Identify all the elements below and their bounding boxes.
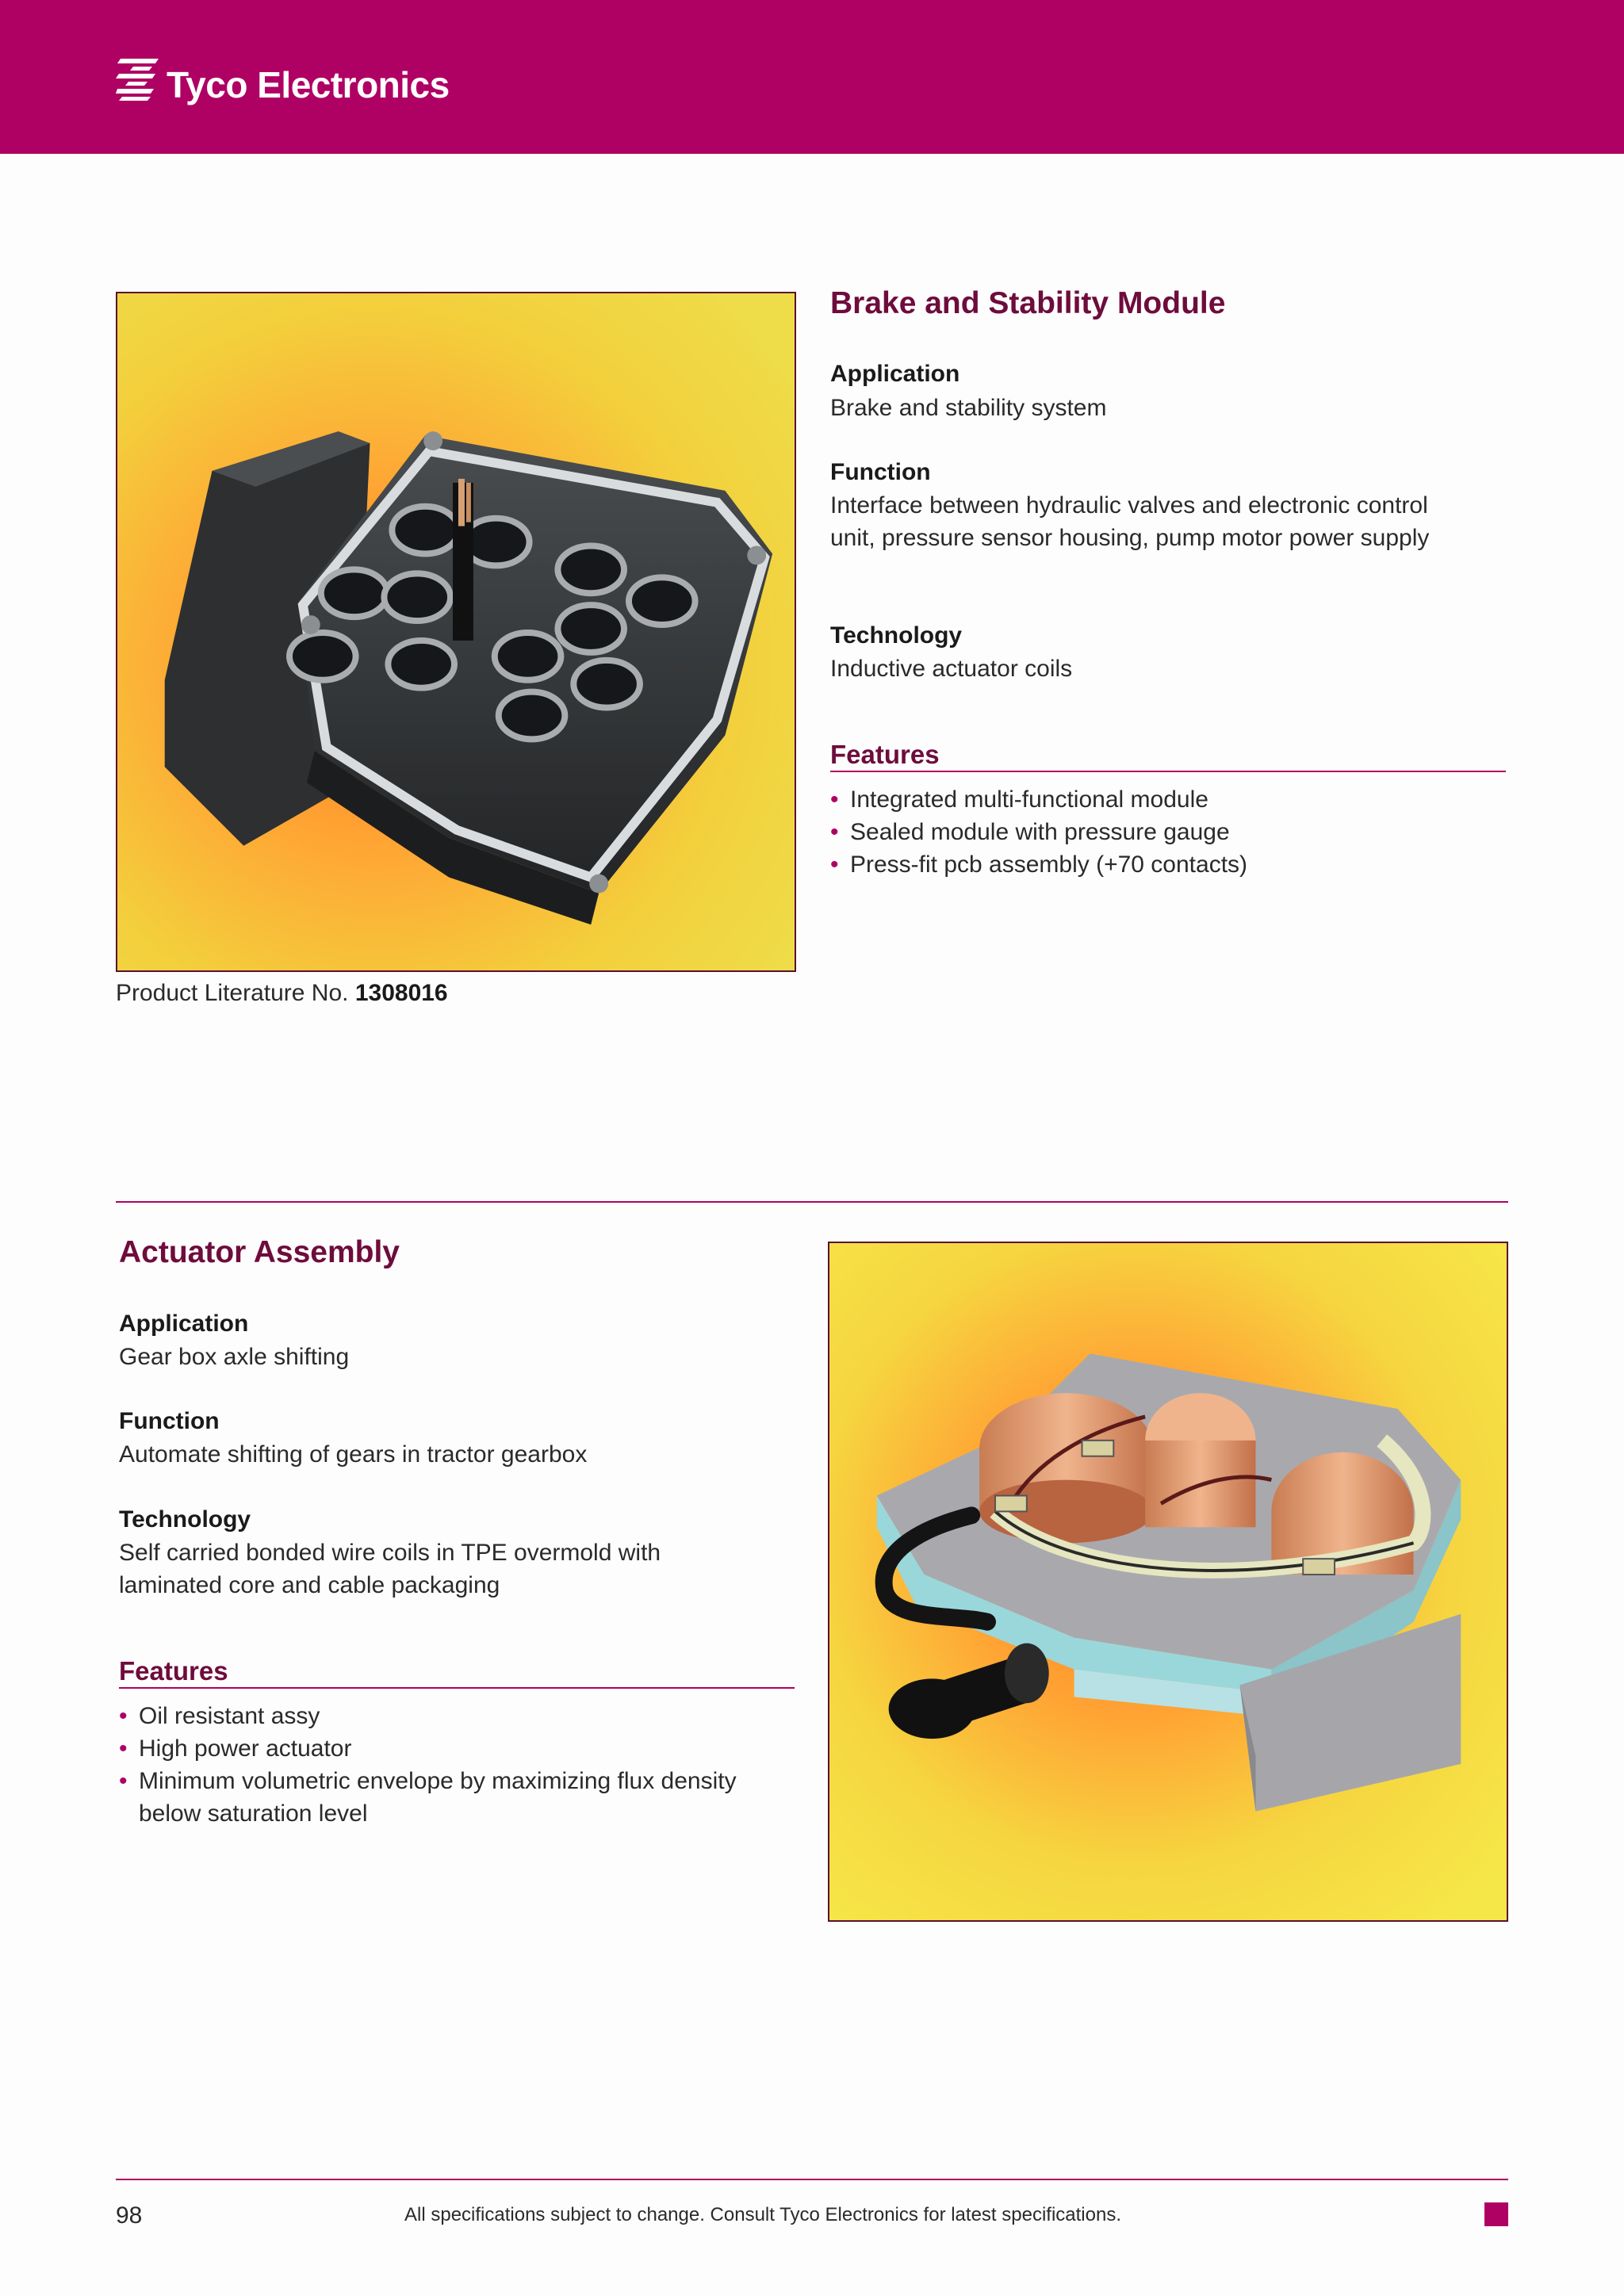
section2-function-text: Automate shifting of gears in tractor gearbox xyxy=(119,1441,588,1468)
section2-application-text: Gear box axle shifting xyxy=(119,1344,350,1370)
list-item: • Press-fit pcb assembly (+70 contacts) xyxy=(830,848,1506,881)
actuator-assembly-photo xyxy=(828,1242,1508,1922)
list-item: • Integrated multi-functional module xyxy=(830,783,1506,816)
brake-module-photo xyxy=(116,292,796,972)
section1-application-text: Brake and stability system xyxy=(830,395,1107,421)
section2-function-label: Function xyxy=(119,1408,220,1434)
section1-function-text: Interface between hydraulic valves and electronic control unit, pressure sensor housing, pump motor power supply xyxy=(830,492,1430,551)
footer-square-icon xyxy=(1484,2202,1508,2226)
section2-title: Actuator Assembly xyxy=(119,1235,400,1269)
list-item: • Minimum volumetric envelope by maximizing flux density below saturation level xyxy=(119,1765,777,1830)
section2-technology-text: Self carried bonded wire coils in TPE overmold with laminated core and cable packaging xyxy=(119,1540,661,1598)
caption-prefix: Product Literature No. xyxy=(116,980,349,1006)
header-bar xyxy=(0,0,1624,154)
section2-features-divider xyxy=(119,1687,795,1689)
section2-features-heading: Features xyxy=(119,1656,228,1686)
section2-technology-label: Technology xyxy=(119,1506,251,1533)
footer-disclaimer: All specifications subject to change. Consult Tyco Electronics for latest specifications. xyxy=(404,2204,1121,2225)
section1-features-divider xyxy=(830,771,1506,772)
section2-application-label: Application xyxy=(119,1311,249,1337)
footer-divider xyxy=(116,2179,1508,2180)
list-item: • Sealed module with pressure gauge xyxy=(830,816,1506,848)
section1-technology-label: Technology xyxy=(830,622,963,649)
list-item: • Oil resistant assy xyxy=(119,1700,777,1732)
page-number: 98 xyxy=(116,2202,143,2229)
section1-features-list xyxy=(830,783,1506,881)
section1-technology-text: Inductive actuator coils xyxy=(830,656,1073,682)
section-divider xyxy=(116,1201,1508,1203)
product-literature-caption xyxy=(116,980,448,1007)
tyco-logo-icon xyxy=(116,55,162,108)
list-item: • High power actuator xyxy=(119,1732,777,1765)
brand-logo xyxy=(116,55,450,108)
section1-function-label: Function xyxy=(830,459,931,485)
brand-name: Tyco Electronics xyxy=(167,64,450,105)
literature-number: 1308016 xyxy=(354,980,448,1006)
section1-features-heading: Features xyxy=(830,740,940,769)
section2-features-list xyxy=(119,1700,777,1830)
section1-title: Brake and Stability Module xyxy=(830,286,1226,320)
section1-application-label: Application xyxy=(830,361,960,387)
